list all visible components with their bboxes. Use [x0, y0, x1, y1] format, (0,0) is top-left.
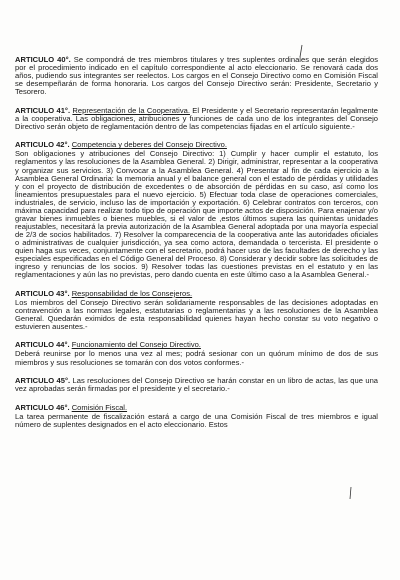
- article-heading: [15, 141, 378, 149]
- pen-mark: [347, 486, 355, 500]
- article-body: Deberá reunirse por lo menos una vez al mes; podrá sesionar con un quórum mínimo de dos de sus miembros y sus resoluciones se tomarán con dos votos conformes.-: [15, 349, 378, 367]
- article-number: ARTICULO 42°.: [15, 140, 70, 150]
- article-body: El Presidente y el Secretario representarán legalmente a la cooperativa. Las obligaciones, atribuciones y funciones de cada uno de los integrantes del Consejo Directivo serán objeto de reglamentación dentro de las competencias fijadas en el artículo siguiente.-: [15, 105, 379, 131]
- article-title: Responsabilidad de los Consejeros.: [71, 288, 193, 298]
- article-heading: [15, 404, 378, 412]
- article-46: [15, 404, 378, 429]
- article-paragraph: [15, 56, 378, 96]
- article-44: [15, 341, 378, 366]
- article-heading: [15, 290, 378, 298]
- article-paragraph: [15, 107, 378, 131]
- article-body: Son obligaciones y atribuciones del Consejo Directivo: 1) Cumplir y hacer cumplir el estatuto, los reglamentos y las resoluciones de la Asamblea General. 2) Dirigir, administrar, representar a la cooperativa y organizar sus servicios. 3) Convocar a la Asamblea General. 4) Presentar al fin de cada ejercicio a la Asamblea General Ordinaria: la memoria anual y el balance general con el estado de pérdidas y utilidades y con el proyecto de distribución de excedentes o de absorción de pérdidas en su caso, así como los lineamientos presupuestales para el nuevo ejercicio. 5) Efectuar toda clase de operaciones comerciales, industriales, de servicio, incluso las de importación y exportación. 6) Celebrar contratos con terceros, con máxima capacidad para realizar todo tipo de operación que importe actos de disposición. Para enajenar y/o gravar bienes inmuebles o bienes muebles, si el valor de ,estos últimos supera las quinientas unidades reajustables, necesitará la previa autorización de la Asamblea General adoptada por una mayoría especial de 2/3 de socios habilitados. 7) Resolver la comparecencia de la cooperativa ante las autoridades oficiales o administrativas de cualquier jurisdicción, ya sea como actora, demandada o tercerista. El presidente o quien haga sus veces, conjuntamente con el secretario, podrá hacer uso de las facultades de derecho y las especiales especificadas en el Código General del Proceso. 8) Considerar y decidir sobre las solicitudes de ingreso y renuncias de los socios. 9) Resolver todas las cuestiones previstas en el estatuto y en las reglamentaciones y aún las no previstas, pero dando cuenta en este último caso a la Asamblea General.-: [15, 149, 378, 280]
- article-body: Se compondrá de tres miembros titulares y tres suplentes ordinales que serán elegidos por el procedimiento indicado en el capítulo correspondiente al acto eleccionario. Se renovará cada dos años, pudiendo sus integrantes ser reelectos. Los cargos en el Consejo Directivo como en Comisión Fiscal se desempeñarán de forma honoraria. Los cargos del Consejo Directivo serán: Presidente, Secretario y Tesorero.: [15, 55, 378, 97]
- article-body: La tarea permanente de fiscalización estará a cargo de una Comisión Fiscal de tres miembros e igual número de suplentes designados en el acto eleccionario. Estos: [15, 411, 378, 429]
- article-41: [15, 107, 378, 131]
- article-title: Comisión Fiscal.: [71, 402, 128, 412]
- article-number: ARTICULO 40°.: [15, 55, 71, 64]
- article-42: [15, 141, 378, 279]
- article-45: [15, 377, 378, 393]
- article-number: ARTICULO 44°.: [15, 340, 70, 350]
- article-body: Las resoluciones del Consejo Directivo se harán constar en un libro de actas, las que una vez aprobadas serán firmadas por el presidente y el secretario.-: [15, 376, 378, 394]
- article-number: ARTICULO 46°.: [15, 402, 70, 412]
- article-title: Competencia y deberes del Consejo Directivo.: [71, 140, 227, 150]
- pen-mark: [297, 44, 305, 58]
- article-paragraph: [15, 377, 378, 393]
- article-40: [15, 56, 378, 96]
- article-title: Representación de la Cooperativa.: [72, 105, 190, 115]
- article-body: Los miembros del Consejo Directivo serán solidariamente responsables de las decisiones adoptadas en contravención a las normas legales, estatutarias o reglamentarias y a las resoluciones de la Asamblea General. Quedarán eximidos de esta responsabilidad quienes hayan hecho constar su voto negativo o estuvieren ausentes.-: [15, 297, 378, 331]
- article-heading: [15, 341, 378, 349]
- article-number: ARTICULO 41°.: [15, 105, 71, 115]
- article-number: ARTICULO 45°.: [15, 376, 71, 386]
- article-title: Funcionamiento del Consejo Directivo.: [71, 340, 201, 350]
- article-number: ARTICULO 43°.: [15, 288, 70, 298]
- article-43: [15, 290, 378, 331]
